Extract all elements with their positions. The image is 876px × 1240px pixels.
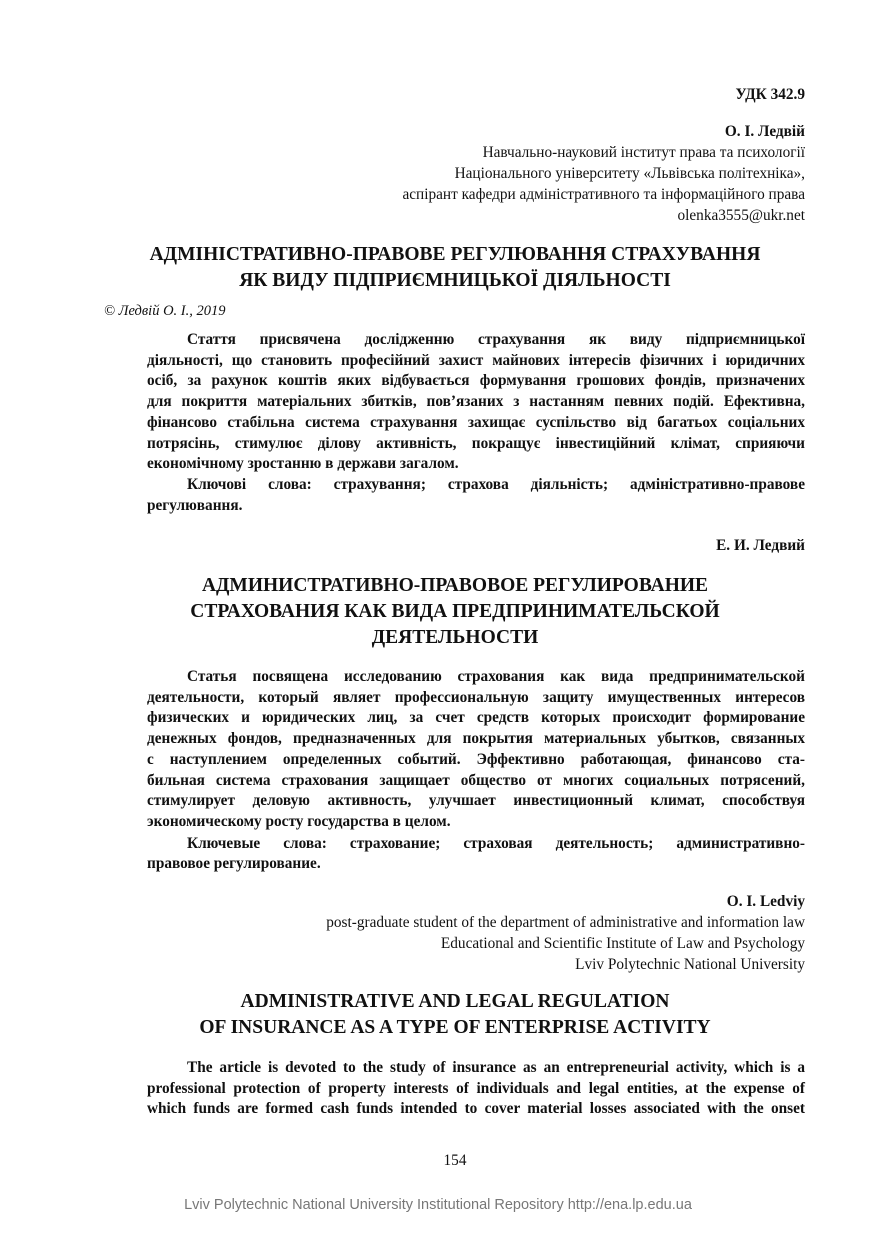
copyright: © Ледвій О. І., 2019 <box>104 303 226 319</box>
ru-abstract-line: экономическому росту государства в целом. <box>147 812 451 830</box>
ua-affiliation-line: аспірант кафедри адміністративного та інформаційного права <box>402 186 805 203</box>
en-abstract-line: which funds are formed cash funds intended to cover material losses associated with the onset <box>147 1100 805 1118</box>
ua-keywords-line: Ключові слова: страхування; страхова діяльність; адміністративно-правове <box>187 475 805 493</box>
ua-keywords-lines <box>147 475 805 516</box>
ua-author-block <box>402 121 805 226</box>
ua-affiliation-line: Навчально-науковий інститут права та психології <box>482 144 805 161</box>
ua-affiliation-line: Національного університету «Львівська політехніка», <box>454 165 805 182</box>
en-abstract-line: professional protection of property interests of individuals and legal entities, at the expense of <box>147 1079 805 1097</box>
repository-footer: Lviv Polytechnic National University Institutional Repository http://ena.lp.edu.ua <box>184 1197 692 1213</box>
ua-author: О. І. Ледвій <box>724 123 805 140</box>
ua-title-line: АДМІНІСТРАТИВНО-ПРАВОВЕ РЕГУЛЮВАННЯ СТРАХУВАННЯ <box>149 244 761 265</box>
en-author: O. I. Ledviy <box>726 893 805 910</box>
ru-abstract-lines <box>147 667 805 833</box>
ua-abstract-line: діяльності, що становить професійний захист майнових інтересів фізичних і юридичних <box>147 351 805 369</box>
en-affiliation-lines <box>326 912 805 975</box>
en-affiliation-line: Lviv Polytechnic National University <box>575 956 805 973</box>
ru-abstract-line: с наступлением определенных событий. Эффективно работающая, финансово ста- <box>147 750 805 768</box>
ru-abstract-line: деятельности, который являет профессиональную защиту имущественных интересов <box>147 688 805 706</box>
ru-abstract-line: бильная система страхования защищает общество от многих социальных потрясений, <box>147 771 805 789</box>
ru-title-line: СТРАХОВАНИЯ КАК ВИДА ПРЕДПРИНИМАТЕЛЬСКОЙ <box>190 601 720 622</box>
ru-abstract-line: денежных фондов, предназначенных для покрытия материальных убытков, связанных <box>147 730 805 748</box>
ru-abstract-line: Статья посвящена исследованию страхования как вида предпринимательской <box>187 668 805 685</box>
ua-title-line: ЯК ВИДУ ПІДПРИЄМНИЦЬКОЇ ДІЯЛЬНОСТІ <box>239 270 671 291</box>
ua-affiliation-line: olenka3555@ukr.net <box>677 207 805 224</box>
ru-title <box>60 573 850 651</box>
en-author-block <box>326 891 805 975</box>
ru-keywords-lines <box>147 834 805 875</box>
en-abstract-line: The article is devoted to the study of insurance as an entrepreneurial activity, which is a <box>187 1059 805 1076</box>
ua-abstract-line: фінансово стабільна система страхування захищає суспільство від багатьох соціальних <box>147 413 805 431</box>
en-affiliation-line: Educational and Scientific Institute of Law and Psychology <box>440 935 805 952</box>
ru-keywords-line: Ключевые слова: страхование; страховая деятельность; административно- <box>187 834 805 852</box>
ua-abstract-line: Стаття присвячена дослідженню страхування як виду підприємницької <box>187 331 805 348</box>
ua-abstract-line: потрясінь, стимулює ділову активність, покращує інвестиційний клімат, сприяючи <box>147 434 805 452</box>
ua-keywords-line: регулювання. <box>147 496 243 514</box>
en-affiliation-line: post-graduate student of the department of administrative and information law <box>326 914 805 931</box>
ru-abstract-line: стимулирует деловую активность, улучшает инвестиционный климат, способствуя <box>147 792 805 810</box>
en-abstract-lines <box>147 1058 805 1120</box>
ua-abstract-line: осіб, за рахунок коштів яких відбувається формування грошових фондів, призначених <box>147 372 805 390</box>
ua-affiliation-lines <box>402 142 805 226</box>
ru-author: Е. И. Ледвий <box>716 537 805 554</box>
ru-keywords-line: правовое регулирование. <box>147 855 321 873</box>
ua-abstract-lines <box>147 330 805 475</box>
ua-abstract-line: економічному зростанню в держави загалом. <box>147 455 459 473</box>
ru-title-line: ДЕЯТЕЛЬНОСТИ <box>371 627 539 648</box>
ru-title-line: АДМИНИСТРАТИВНО-ПРАВОВОЕ РЕГУЛИРОВАНИЕ <box>201 575 709 596</box>
ru-abstract-line: физических и юридических лиц, за счет средств которых происходит формирование <box>147 709 805 727</box>
en-title <box>60 989 850 1041</box>
page-number: 154 <box>443 1152 467 1169</box>
ua-title <box>60 242 850 294</box>
en-title-line: OF INSURANCE AS A TYPE OF ENTERPRISE ACTIVITY <box>199 1017 711 1038</box>
ua-abstract <box>147 330 805 516</box>
en-title-line: ADMINISTRATIVE AND LEGAL REGULATION <box>240 991 670 1012</box>
ua-abstract-line: для покриття матеріальних збитків, пов’язаних з настанням певних подій. Ефективна, <box>147 393 805 411</box>
en-abstract <box>147 1058 805 1120</box>
udc-code: УДК 342.9 <box>735 86 805 103</box>
ru-abstract <box>147 667 805 875</box>
